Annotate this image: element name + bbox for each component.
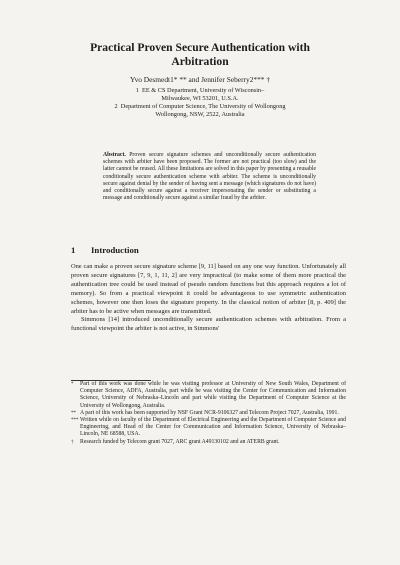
- footnote-mark: ***: [71, 418, 79, 424]
- footnote-mark: **: [71, 410, 76, 416]
- footnote-text: Written while on faculty of the Department of Electrical Engineering and the Department of Computer Science and Engineering, and Head of the Center for Communication and Information Science, University of Nebraska–Lincoln, NE 68588, USA.: [80, 417, 346, 438]
- affiliation-line: 1 EE & CS Department, University of Wisconsin–: [135, 87, 265, 94]
- affiliation-line: Milwaukee, WI 53201, U.S.A.: [161, 95, 239, 103]
- body-text: [71, 263, 346, 334]
- section-title: Introduction: [91, 245, 139, 255]
- section-number: 1: [71, 245, 76, 255]
- affiliations: [0, 87, 400, 119]
- title-line-1: Practical Proven Secure Authentication with: [90, 41, 310, 54]
- footnote: [71, 439, 346, 446]
- footnote: [71, 410, 346, 417]
- author-line: Yvo Desmedt1* ** and Jennifer Seberry2*** †: [129, 75, 271, 84]
- abstract-label: Abstract.: [103, 152, 126, 158]
- footnote-text: Research funded by Telecom grant 7027, ARC grant A49130102 and an ATERB grant.: [80, 438, 280, 445]
- footnote: [71, 417, 346, 439]
- affiliation-line: Wollongong, NSW, 2522, Australia: [155, 111, 245, 119]
- footnotes: [71, 381, 346, 446]
- footnote: [71, 381, 346, 410]
- body-paragraph: One can make a proven secure signature scheme [9, 11] based on any one way function. Unfortunately all proven secure signatures [7, 9, 1, 11, 2] are very impractical (to make some of them more practical the authentication tree could be used instead of pseudo random functions but this approach requires a lot of memory). So from a practical viewpoint it could be advantageous to use symmetric authentication schemes, however one then loses the signature property. In the classical notion of arbiter [8, p. 409] the arbiter has to be active when messages are transmitted.: [71, 263, 346, 315]
- paper-title: [0, 41, 400, 69]
- footnote-mark: †: [71, 439, 74, 445]
- section-heading: [71, 245, 139, 255]
- body-paragraph: Simmons [14] introduced unconditionally secure authentication schemes with arbitration. From a functional viewpoint the arbiter is not active, in Simmons': [71, 316, 346, 333]
- footnote-text: Part of this work was done while he was visiting professor at University of New South Wales, Department of Computer Science, ADFA, Australia, part while he was visiting the Center for Communication and Information Science, University of Nebraska–Lincoln and part while visiting the Department of Computer Science at the University of Wollongong, Australia.: [80, 381, 346, 409]
- abstract-text: Proven secure signature schemes and unconditionally secure authentication schemes with arbiter have been proposed. The former are not practical (too slow) and the latter cannot be reused. All these limitations are solved in this paper by presenting a reusable conditionally secure authentication scheme with arbiter. The scheme is unconditionally secure against denial by the sender of having sent a message (which signatures do not have) and conditionally secure against a receiver impersonating the sender or substituting a message and conditionally secure against a similar fraud by the arbiter.: [103, 152, 317, 202]
- affiliation-line: 2 Department of Computer Science, The University of Wollongong: [114, 103, 286, 111]
- footnote-text: A part of this work has been supported by NSF Grant NCR-9106327 and Telecom Project 7027, Australia, 1991.: [80, 409, 339, 416]
- footnote-mark: *: [71, 382, 74, 387]
- abstract: [103, 152, 316, 202]
- title-line-2: Arbitration: [171, 55, 229, 68]
